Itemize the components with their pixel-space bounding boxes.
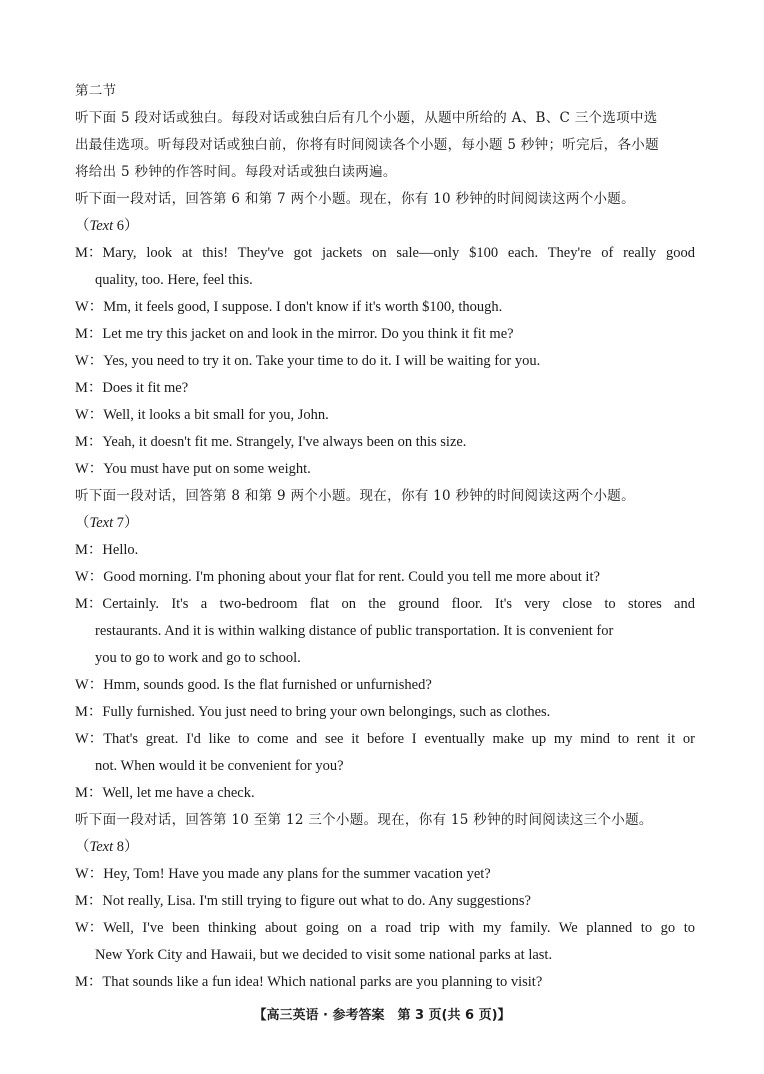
speaker-label: M： (75, 893, 103, 909)
dialogue-text: Yes, you need to try it on. Take your time to do it. I will be waiting for you. (103, 353, 541, 369)
speaker-label: W： (75, 677, 104, 693)
text-label-number: 6） (113, 218, 139, 234)
dialogue-line (75, 780, 695, 807)
dialogue-text: Hello. (102, 542, 139, 558)
speaker-label: W： (75, 866, 104, 882)
speaker-label: M： (75, 380, 103, 396)
dialogue-text: You must have put on some weight. (103, 461, 311, 477)
dialogue-text: Hey, Tom! Have you made any plans for the summer vacation yet? (103, 866, 491, 882)
dialogue-text: Does it fit me? (102, 380, 189, 396)
text-label-open: （ (75, 839, 90, 855)
document-body (75, 78, 695, 996)
text-label (75, 510, 695, 537)
text-label-word: Text (89, 218, 114, 234)
dialogue-sections (75, 186, 695, 996)
dialogue-line (75, 942, 695, 969)
text-label (75, 834, 695, 861)
speaker-label: M： (75, 704, 103, 720)
speaker-label: W： (75, 920, 104, 936)
speaker-label: W： (75, 299, 104, 315)
text-label-word: Text (89, 515, 114, 531)
dialogue-line (75, 888, 695, 915)
dialogue-line (75, 321, 695, 348)
dialogue-text: That's great. I'd like to come and see it before I eventually make up my mind to rent it or (103, 731, 695, 747)
dialogue-text: Good morning. I'm phoning about your flat for rent. Could you tell me more about it? (103, 569, 600, 585)
question-prompt: 听下面一段对话，回答第 10 至第 12 三个小题。现在，你有 15 秒钟的时间阅读这三个小题。 (75, 812, 653, 828)
dialogue-text: Fully furnished. You just need to bring your own belongings, such as clothes. (102, 704, 551, 720)
dialogue-line (75, 375, 695, 402)
speaker-label: M： (75, 542, 103, 558)
speaker-label: M： (75, 974, 103, 990)
dialogue-line (75, 861, 695, 888)
speaker-label: W： (75, 461, 104, 477)
dialogue-text: Mary, look at this! They've got jackets on sale—only $100 each. They're of really good (102, 245, 695, 261)
dialogue-text: you to go to work and go to school. (95, 650, 301, 666)
section-heading: 第二节 (75, 83, 117, 99)
dialogue-text: That sounds like a fun idea! Which national parks are you planning to visit? (102, 974, 543, 990)
instruction-line: 将给出 5 秒钟的作答时间。每段对话或独白读两遍。 (75, 164, 397, 180)
text-label-number: 7） (113, 515, 139, 531)
dialogue-line (75, 537, 695, 564)
dialogue-line (75, 429, 695, 456)
dialogue-text: Mm, it feels good, I suppose. I don't know if it's worth $100, though. (103, 299, 503, 315)
dialogue-text: Yeah, it doesn't fit me. Strangely, I've always been on this size. (102, 434, 467, 450)
speaker-label: M： (75, 785, 103, 801)
dialogue-line (75, 402, 695, 429)
dialogue-line (75, 969, 695, 996)
speaker-label: M： (75, 326, 103, 342)
speaker-label: W： (75, 731, 104, 747)
speaker-label: M： (75, 596, 103, 612)
dialogue-line (75, 348, 695, 375)
speaker-label: M： (75, 434, 103, 450)
dialogue-line (75, 672, 695, 699)
speaker-label: W： (75, 569, 104, 585)
dialogue-text: Well, it looks a bit small for you, John. (103, 407, 329, 423)
dialogue-line (75, 726, 695, 753)
dialogue-line (75, 753, 695, 780)
dialogue-line (75, 915, 695, 942)
dialogue-line (75, 240, 695, 267)
dialogue-text: Well, I've been thinking about going on a road trip with my family. We planned to go to (103, 920, 695, 936)
dialogue-line (75, 618, 695, 645)
dialogue-text: Hmm, sounds good. Is the flat furnished or unfurnished? (103, 677, 432, 693)
text-label-open: （ (75, 515, 90, 531)
question-prompt: 听下面一段对话，回答第 8 和第 9 两个小题。现在，你有 10 秒钟的时间阅读这两个小题。 (75, 488, 635, 504)
dialogue-line (75, 645, 695, 672)
speaker-label: M： (75, 245, 103, 261)
dialogue-line (75, 294, 695, 321)
speaker-label: W： (75, 407, 104, 423)
page-footer: 【高三英语 · 参考答案 第 3 页(共 6 页)】 (253, 1008, 511, 1023)
dialogue-text: not. When would it be convenient for you? (95, 758, 344, 774)
dialogue-line (75, 591, 695, 618)
dialogue-line (75, 699, 695, 726)
instruction-line: 听下面 5 段对话或独白。每段对话或独白后有几个小题，从题中所给的 A、B、C 三个选项中选 (75, 110, 658, 126)
dialogue-text: quality, too. Here, feel this. (95, 272, 253, 288)
dialogue-text: Not really, Lisa. I'm still trying to figure out what to do. Any suggestions? (102, 893, 531, 909)
dialogue-line (75, 564, 695, 591)
instruction-line: 出最佳选项。听每段对话或独白前，你将有时间阅读各个小题，每小题 5 秒钟；听完后，各小题 (75, 137, 659, 153)
dialogue-text: Let me try this jacket on and look in the mirror. Do you think it fit me? (102, 326, 514, 342)
question-prompt: 听下面一段对话，回答第 6 和第 7 两个小题。现在，你有 10 秒钟的时间阅读这两个小题。 (75, 191, 635, 207)
dialogue-text: Well, let me have a check. (102, 785, 255, 801)
text-label-word: Text (89, 839, 114, 855)
text-label (75, 213, 695, 240)
text-label-number: 8） (113, 839, 139, 855)
dialogue-line (75, 456, 695, 483)
dialogue-text: restaurants. And it is within walking distance of public transportation. It is convenient for (95, 623, 614, 639)
dialogue-line (75, 267, 695, 294)
text-label-open: （ (75, 218, 90, 234)
speaker-label: W： (75, 353, 104, 369)
dialogue-text: New York City and Hawaii, but we decided to visit some national parks at last. (95, 947, 553, 963)
dialogue-text: Certainly. It's a two-bedroom flat on the ground floor. It's very close to stores and (102, 596, 695, 612)
